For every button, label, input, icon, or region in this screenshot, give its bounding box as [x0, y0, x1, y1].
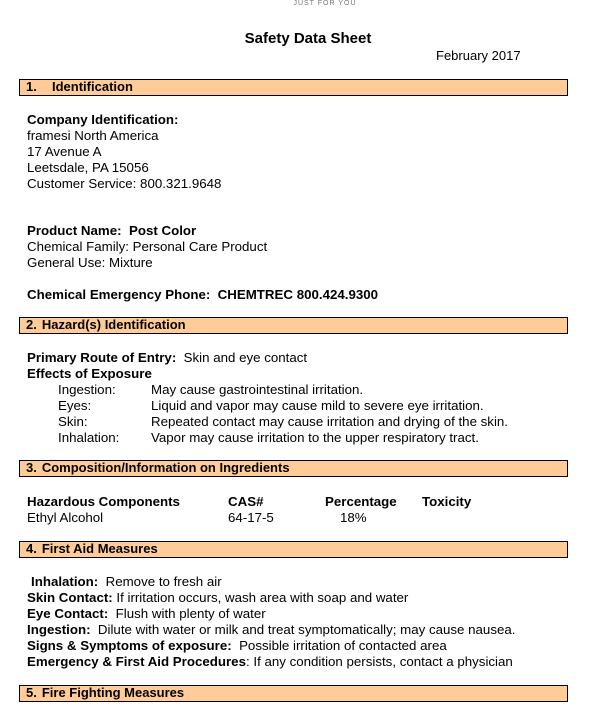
effect-text: Vapor may cause irritation to the upper respiratory tract.	[151, 430, 479, 445]
first-aid-label: Emergency & First Aid Procedures	[27, 654, 246, 669]
column-header-percentage: Percentage	[325, 494, 397, 509]
first-aid-label: Ingestion:	[27, 622, 91, 637]
document-title: Safety Data Sheet	[244, 30, 372, 47]
company-identification-heading: Company Identification:	[27, 112, 179, 127]
brand-tagline: JUST FOR YOU	[293, 0, 357, 7]
column-header-component: Hazardous Components	[27, 494, 180, 509]
effect-label: Ingestion:	[58, 382, 116, 397]
first-aid-text: Flush with plenty of water	[115, 606, 266, 621]
effect-text: Liquid and vapor may cause mild to severe eye irritation.	[151, 398, 484, 413]
effect-row	[0, 382, 616, 398]
emergency-phone	[27, 287, 378, 303]
section-number: 3.	[26, 460, 37, 475]
primary-route	[27, 350, 307, 366]
effects-heading: Effects of Exposure	[27, 366, 152, 381]
first-aid-text: Remove to fresh air	[105, 574, 222, 589]
first-aid-item	[31, 574, 222, 590]
first-aid-label: Inhalation:	[31, 574, 99, 589]
section-number: 4.	[26, 541, 37, 556]
section-title: First Aid Measures	[41, 541, 158, 556]
first-aid-label: Signs & Symptoms of exposure:	[27, 638, 232, 653]
section-number: 2.	[26, 317, 37, 332]
customer-service: Customer Service: 800.321.9648	[27, 176, 222, 191]
section-header-fire-fighting	[19, 685, 568, 702]
section-number: 5.	[26, 685, 37, 700]
first-aid-item	[27, 606, 266, 622]
product-name	[27, 223, 196, 239]
effect-row	[0, 430, 616, 446]
component-percentage: 18%	[340, 510, 367, 525]
effect-row	[0, 414, 616, 430]
general-use: General Use: Mixture	[27, 255, 153, 270]
section-title: Composition/Information on Ingredients	[41, 460, 290, 475]
section-header-identification	[19, 79, 568, 96]
first-aid-text: : If any condition persists, contact a physician	[245, 654, 513, 669]
chemical-family: Chemical Family: Personal Care Product	[27, 239, 268, 254]
column-header-toxicity: Toxicity	[422, 494, 472, 509]
company-address-line1: 17 Avenue A	[27, 144, 102, 159]
column-header-cas: CAS#	[228, 494, 264, 509]
effect-text: May cause gastrointestinal irritation.	[151, 382, 364, 397]
section-title: Identification	[52, 79, 133, 94]
first-aid-text: If irritation occurs, wash area with soap and water	[116, 590, 409, 605]
first-aid-label: Skin Contact:	[27, 590, 113, 605]
effect-label: Skin:	[58, 414, 88, 429]
effect-label: Inhalation:	[58, 430, 120, 445]
first-aid-text: Dilute with water or milk and treat symptomatically; may cause nausea.	[97, 622, 516, 637]
section-header-hazards	[19, 317, 568, 334]
section-title: Fire Fighting Measures	[41, 685, 185, 700]
company-address-line2: Leetsdale, PA 15056	[27, 160, 149, 175]
primary-route-value: Skin and eye contact	[183, 350, 308, 365]
document-date: February 2017	[436, 48, 521, 63]
section-number: 1.	[26, 79, 37, 94]
primary-route-label: Primary Route of Entry:	[27, 350, 177, 365]
section-header-first-aid	[19, 541, 568, 558]
first-aid-item	[27, 622, 515, 638]
first-aid-item	[27, 638, 447, 654]
effect-text: Repeated contact may cause irritation and drying of the skin.	[151, 414, 508, 429]
first-aid-label: Eye Contact:	[27, 606, 109, 621]
company-name: framesi North America	[27, 128, 159, 143]
first-aid-item	[27, 654, 513, 670]
first-aid-text: Possible irritation of contacted area	[239, 638, 447, 653]
product-name-label: Product Name:	[27, 223, 122, 238]
effect-row	[0, 398, 616, 414]
emergency-phone-label: Chemical Emergency Phone:	[27, 287, 211, 302]
effect-label: Eyes:	[58, 398, 92, 413]
emergency-phone-value: CHEMTREC 800.424.9300	[217, 287, 379, 302]
component-name: Ethyl Alcohol	[27, 510, 104, 525]
section-header-composition	[19, 460, 568, 477]
product-name-value: Post Color	[128, 223, 197, 238]
first-aid-item	[27, 590, 408, 606]
section-title: Hazard(s) Identification	[41, 317, 186, 332]
component-cas: 64-17-5	[228, 510, 274, 525]
